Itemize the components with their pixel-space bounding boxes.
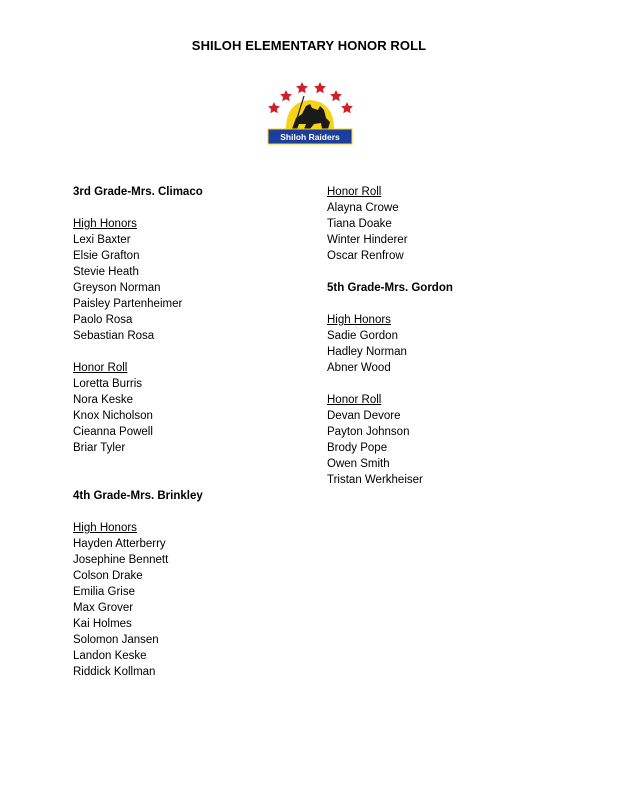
- list-item: Loretta Burris: [73, 378, 143, 390]
- list-item: Tristan Werkheiser: [327, 474, 423, 486]
- list-item: Hadley Norman: [327, 346, 407, 358]
- list-item: Hayden Atterberry: [73, 538, 166, 550]
- list-item: Lexi Baxter: [73, 234, 131, 246]
- list-item: Cieanna Powell: [73, 426, 153, 438]
- list-item: Stevie Heath: [73, 266, 139, 278]
- list-item: Knox Nicholson: [73, 410, 153, 422]
- star-icon: [268, 102, 280, 113]
- left-column: [73, 184, 203, 680]
- list-item: Josephine Bennett: [73, 554, 169, 566]
- list-item: Devan Devore: [327, 410, 401, 422]
- list-item: Colson Drake: [73, 570, 143, 582]
- grade5-high-honors-label: High Honors: [327, 314, 391, 326]
- right-column: [327, 184, 453, 488]
- list-item: Alayna Crowe: [327, 202, 399, 214]
- grade4-honor-roll-label: Honor Roll: [327, 186, 382, 198]
- list-item: Solomon Jansen: [73, 634, 159, 646]
- grade5-honor-roll-label: Honor Roll: [327, 394, 382, 406]
- list-item: Tiana Doake: [327, 218, 392, 230]
- grade4-high-honors-label: High Honors: [73, 522, 137, 534]
- list-item: Kai Holmes: [73, 618, 132, 630]
- list-item: Elsie Grafton: [73, 250, 140, 262]
- grade3-honor-roll-label: Honor Roll: [73, 362, 128, 374]
- list-item: Landon Keske: [73, 650, 147, 662]
- grade5-heading: 5th Grade-Mrs. Gordon: [327, 282, 453, 294]
- list-item: Payton Johnson: [327, 426, 410, 438]
- shiloh-raiders-logo: [266, 80, 354, 146]
- list-item: Oscar Renfrow: [327, 250, 404, 262]
- star-icon: [314, 82, 326, 93]
- list-item: Briar Tyler: [73, 442, 126, 454]
- grade3-heading: 3rd Grade-Mrs. Climaco: [73, 186, 203, 198]
- page-title: SHILOH ELEMENTARY HONOR ROLL: [191, 38, 427, 53]
- star-icon: [296, 82, 308, 93]
- list-item: Paisley Partenheimer: [73, 298, 183, 310]
- list-item: Brody Pope: [327, 442, 388, 454]
- list-item: Emilia Grise: [73, 586, 135, 598]
- list-item: Abner Wood: [327, 362, 391, 374]
- list-item: Sadie Gordon: [327, 330, 398, 342]
- list-item: Max Grover: [73, 602, 134, 614]
- list-item: Paolo Rosa: [73, 314, 133, 326]
- list-item: Winter Hinderer: [327, 234, 408, 246]
- star-icon: [341, 102, 353, 113]
- star-icon: [330, 90, 342, 101]
- logo-text: Shiloh Raiders: [280, 132, 340, 142]
- grade4-heading: 4th Grade-Mrs. Brinkley: [73, 490, 203, 502]
- list-item: Sebastian Rosa: [73, 330, 155, 342]
- list-item: Greyson Norman: [73, 282, 161, 294]
- star-icon: [280, 90, 292, 101]
- grade3-high-honors-label: High Honors: [73, 218, 137, 230]
- list-item: Riddick Kollman: [73, 666, 156, 678]
- list-item: Nora Keske: [73, 394, 134, 406]
- list-item: Owen Smith: [327, 458, 390, 470]
